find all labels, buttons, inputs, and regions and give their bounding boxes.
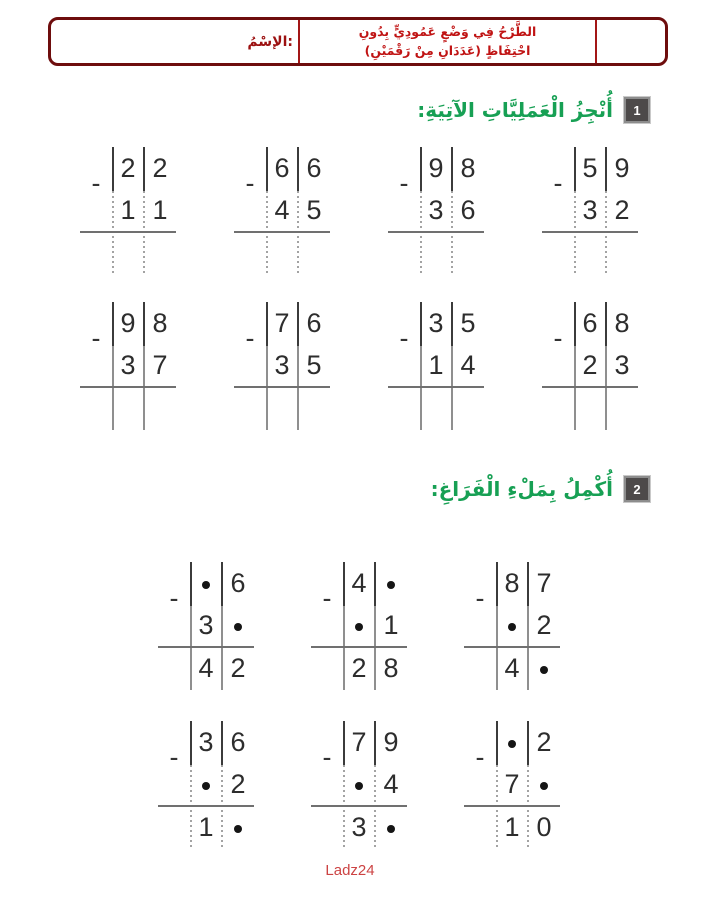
empty-answer-cell: [266, 389, 298, 427]
minuend-row: [266, 149, 330, 187]
subtrahend-row: [112, 191, 176, 229]
blank-dot-cell: [375, 808, 407, 846]
minus-sign: -: [322, 583, 332, 613]
minuend-row: [112, 304, 176, 342]
digit: 4: [460, 350, 476, 380]
digit: 9: [428, 153, 444, 183]
digit: 2: [536, 610, 552, 640]
dot-icon: [540, 666, 548, 674]
digit: 2: [230, 769, 246, 799]
subtrahend-row: [574, 191, 638, 229]
digit: 2: [120, 153, 136, 183]
dot-icon: [355, 782, 363, 790]
empty-answer-cell: [298, 234, 330, 272]
answer-rule-line: [158, 805, 254, 807]
minuend-row: [190, 564, 254, 602]
subtraction-problem: [464, 721, 560, 849]
digit: 3: [274, 350, 290, 380]
digit: 2: [351, 653, 367, 683]
name-label: الإسْمُ:: [247, 33, 293, 50]
digit: 3: [198, 727, 214, 757]
empty-answer-cell: [606, 234, 638, 272]
subtrahend-row: [420, 191, 484, 229]
subtrahend-row: [190, 765, 254, 803]
subtrahend-row: [112, 346, 176, 384]
minuend-row: [266, 304, 330, 342]
digit: 7: [351, 727, 367, 757]
subtrahend-row: [574, 346, 638, 384]
dot-icon: [234, 623, 242, 631]
empty-answer-cell: [420, 234, 452, 272]
subtraction-problem: [234, 302, 330, 430]
section2-heading: [431, 476, 650, 502]
minus-sign: -: [475, 742, 485, 772]
section2-title: أُكْمِلُ بِمَلْءِ الْفَرَاغِ:: [430, 477, 613, 501]
answer-rule-line: [464, 805, 560, 807]
answer-row: [343, 808, 407, 846]
subtrahend-row: [343, 606, 407, 644]
digit: 1: [504, 812, 520, 842]
digit: 4: [351, 568, 367, 598]
digit: 8: [383, 653, 399, 683]
digit: 2: [230, 653, 246, 683]
minuend-row: [496, 723, 560, 761]
answer-row: [420, 389, 484, 427]
subtraction-problem: [388, 302, 484, 430]
digit: 4: [198, 653, 214, 683]
minus-sign: -: [475, 583, 485, 613]
subtraction-problem: [158, 562, 254, 690]
answer-row: [266, 234, 330, 272]
minuend-row: [343, 564, 407, 602]
blank-dot-cell: [528, 649, 560, 687]
digit: 2: [536, 727, 552, 757]
subtrahend-row: [343, 765, 407, 803]
blank-dot-cell: [222, 808, 254, 846]
answer-rule-line: [311, 805, 407, 807]
subtraction-problem: [388, 147, 484, 275]
blank-dot-cell: [375, 564, 407, 602]
digit: 2: [614, 195, 630, 225]
dot-icon: [387, 581, 395, 589]
answer-row: [112, 234, 176, 272]
digit: 9: [614, 153, 630, 183]
subtraction-problem: [311, 721, 407, 849]
digit: 1: [428, 350, 444, 380]
section1-number-badge: 1: [624, 97, 650, 123]
answer-row: [266, 389, 330, 427]
empty-answer-cell: [266, 234, 298, 272]
blank-dot-cell: [528, 765, 560, 803]
blank-dot-cell: [190, 765, 222, 803]
empty-answer-cell: [606, 389, 638, 427]
answer-row: [574, 234, 638, 272]
worksheet-title-line2: احْتِفَاظٍ (عَدَدَانِ مِنْ رَقْمَيْنِ): [364, 42, 531, 58]
section2-problems-grid: [158, 562, 560, 880]
answer-rule-line: [80, 231, 176, 233]
minus-sign: -: [245, 323, 255, 353]
dot-icon: [540, 782, 548, 790]
minus-sign: -: [553, 168, 563, 198]
dot-icon: [508, 740, 516, 748]
subtrahend-row: [496, 606, 560, 644]
minus-sign: -: [399, 323, 409, 353]
worksheet-title-line1: الطَّرْحُ فِي وَضْعٍ عَمُودِيٍّ بِدُونِ: [358, 24, 537, 40]
empty-answer-cell: [144, 234, 176, 272]
empty-answer-cell: [452, 234, 484, 272]
subtrahend-row: [266, 346, 330, 384]
answer-row: [574, 389, 638, 427]
empty-answer-cell: [112, 389, 144, 427]
digit: 8: [504, 568, 520, 598]
subtraction-problem: [80, 302, 176, 430]
answer-row: [112, 389, 176, 427]
digit: 1: [383, 610, 399, 640]
subtraction-problem: [542, 147, 638, 275]
minus-sign: -: [553, 323, 563, 353]
empty-answer-cell: [298, 389, 330, 427]
digit: 9: [383, 727, 399, 757]
digit: 1: [152, 195, 168, 225]
digit: 6: [306, 153, 322, 183]
answer-rule-line: [311, 646, 407, 648]
answer-rule-line: [234, 386, 330, 388]
digit: 6: [460, 195, 476, 225]
answer-rule-line: [388, 386, 484, 388]
answer-row: [496, 649, 560, 687]
minus-sign: -: [399, 168, 409, 198]
dot-icon: [234, 825, 242, 833]
name-cell: [51, 20, 298, 63]
digit: 5: [582, 153, 598, 183]
minus-sign: -: [245, 168, 255, 198]
digit: 8: [152, 308, 168, 338]
dot-icon: [387, 825, 395, 833]
answer-rule-line: [158, 646, 254, 648]
answer-rule-line: [464, 646, 560, 648]
empty-answer-cell: [112, 234, 144, 272]
digit: 4: [504, 653, 520, 683]
blank-dot-cell: [496, 606, 528, 644]
digit: 6: [230, 727, 246, 757]
answer-rule-line: [80, 386, 176, 388]
section1-heading: [417, 97, 650, 123]
digit: 5: [460, 308, 476, 338]
digit: 4: [383, 769, 399, 799]
digit: 3: [614, 350, 630, 380]
minuend-row: [420, 304, 484, 342]
digit: 7: [504, 769, 520, 799]
digit: 1: [120, 195, 136, 225]
digit: 0: [536, 812, 552, 842]
minuend-row: [574, 149, 638, 187]
digit: 3: [428, 308, 444, 338]
answer-row: [343, 649, 407, 687]
digit: 7: [274, 308, 290, 338]
subtrahend-row: [266, 191, 330, 229]
empty-answer-cell: [420, 389, 452, 427]
minuend-row: [574, 304, 638, 342]
dot-icon: [202, 581, 210, 589]
digit: 9: [120, 308, 136, 338]
answer-rule-line: [542, 386, 638, 388]
digit: 5: [306, 195, 322, 225]
digit: 1: [198, 812, 214, 842]
blank-dot-cell: [343, 606, 375, 644]
subtraction-problem: [158, 721, 254, 849]
digit: 7: [536, 568, 552, 598]
digit: 3: [198, 610, 214, 640]
digit: 6: [274, 153, 290, 183]
minuend-row: [420, 149, 484, 187]
blank-dot-cell: [496, 723, 528, 761]
section1-problems-grid: [80, 147, 638, 457]
digit: 7: [152, 350, 168, 380]
minus-sign: -: [322, 742, 332, 772]
subtrahend-row: [496, 765, 560, 803]
subtraction-problem: [311, 562, 407, 690]
minus-sign: -: [169, 742, 179, 772]
problems-row: [158, 562, 560, 690]
digit: 8: [614, 308, 630, 338]
subtraction-problem: [80, 147, 176, 275]
dot-icon: [508, 623, 516, 631]
footer-watermark: Ladz24: [325, 862, 375, 879]
dot-icon: [355, 623, 363, 631]
minus-sign: -: [91, 323, 101, 353]
minus-sign: -: [91, 168, 101, 198]
subtraction-problem: [464, 562, 560, 690]
dot-icon: [202, 782, 210, 790]
corner-cell: [597, 20, 665, 63]
answer-row: [190, 808, 254, 846]
digit: 8: [460, 153, 476, 183]
section1-title: أُنْجِزُ الْعَمَلِيَّاتِ الآتِيَةِ:: [417, 98, 613, 122]
problems-row: [80, 147, 638, 275]
section2-number-badge: 2: [624, 476, 650, 502]
blank-dot-cell: [190, 564, 222, 602]
problems-row: [80, 302, 638, 430]
digit: 3: [120, 350, 136, 380]
subtraction-problem: [234, 147, 330, 275]
empty-answer-cell: [574, 234, 606, 272]
problems-row: [158, 721, 560, 849]
minuend-row: [496, 564, 560, 602]
title-cell: [298, 20, 597, 63]
digit: 2: [582, 350, 598, 380]
minuend-row: [190, 723, 254, 761]
empty-answer-cell: [452, 389, 484, 427]
empty-answer-cell: [574, 389, 606, 427]
digit: 6: [306, 308, 322, 338]
minus-sign: -: [169, 583, 179, 613]
minuend-row: [112, 149, 176, 187]
empty-answer-cell: [144, 389, 176, 427]
digit: 2: [152, 153, 168, 183]
digit: 6: [230, 568, 246, 598]
answer-rule-line: [388, 231, 484, 233]
digit: 5: [306, 350, 322, 380]
digit: 3: [428, 195, 444, 225]
answer-rule-line: [542, 231, 638, 233]
answer-row: [190, 649, 254, 687]
subtraction-problem: [542, 302, 638, 430]
subtrahend-row: [420, 346, 484, 384]
minuend-row: [343, 723, 407, 761]
answer-row: [420, 234, 484, 272]
answer-row: [496, 808, 560, 846]
digit: 3: [351, 812, 367, 842]
answer-rule-line: [234, 231, 330, 233]
digit: 3: [582, 195, 598, 225]
blank-dot-cell: [222, 606, 254, 644]
digit: 6: [582, 308, 598, 338]
subtrahend-row: [190, 606, 254, 644]
header-box: [48, 17, 668, 66]
blank-dot-cell: [343, 765, 375, 803]
digit: 4: [274, 195, 290, 225]
